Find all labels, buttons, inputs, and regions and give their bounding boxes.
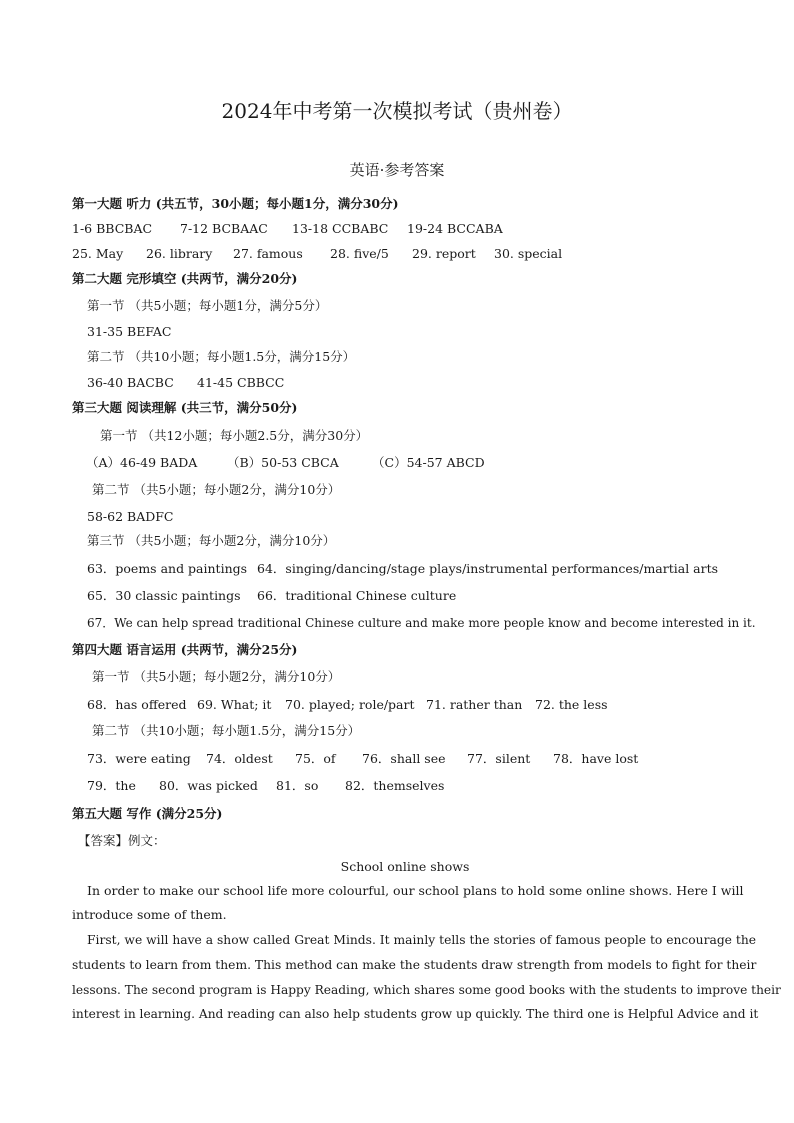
part4-answer: 81．so xyxy=(276,778,319,793)
part3-answer: （B）50-53 CBCA xyxy=(227,455,339,470)
part4-section1-heading: 第一节 （共5小题；每小题2分，满分10分） xyxy=(92,669,341,684)
part4-answer: 77．silent xyxy=(467,751,531,766)
part1-answer: 1-6 BBCBAC xyxy=(72,221,153,236)
part4-heading: 第四大题 语言运用 (共两节，满分25分) xyxy=(72,642,298,657)
part3-answer: 58-62 BADFC xyxy=(87,509,174,524)
page-title: 2024年中考第一次模拟考试（贵州卷） xyxy=(221,99,573,123)
part2-answer: 31-35 BEFAC xyxy=(87,324,172,339)
part1-answer: 28. five/5 xyxy=(330,246,389,261)
part3-answer: （A）46-49 BADA xyxy=(86,455,198,470)
part3-heading: 第三大题 阅读理解 (共三节，满分50分) xyxy=(72,400,298,415)
part3-answer: 64．singing/dancing/stage plays/instrumental performances/martial arts xyxy=(257,561,719,576)
part4-answer: 69. What; it xyxy=(197,697,272,712)
part4-answer: 72. the less xyxy=(535,697,608,712)
essay-line: interest in learning. And reading can also help students grow up quickly. The third one is Helpful Advice and it xyxy=(72,1007,759,1021)
part4-answer: 70. played; role/part xyxy=(285,697,415,712)
part4-answer: 74．oldest xyxy=(206,751,273,766)
part3-answer: 65．30 classic paintings xyxy=(87,588,241,603)
part3-section3-heading: 第三节 （共5小题；每小题2分，满分10分） xyxy=(87,533,336,548)
part4-answer: 73．were eating xyxy=(87,751,191,766)
part1-answer: 19-24 BCCABA xyxy=(407,221,503,236)
part3-section1-heading: 第一节 （共12小题；每小题2.5分，满分30分） xyxy=(100,428,369,443)
essay-line: students to learn from them. This method can make the students draw strength from models to fight for their xyxy=(72,958,757,972)
part2-answer: 41-45 CBBCC xyxy=(197,375,285,390)
part4-section2-heading: 第二节 （共10小题；每小题1.5分，满分15分） xyxy=(92,723,361,738)
part5-heading: 第五大题 写作 (满分25分) xyxy=(72,806,223,821)
part3-answer: （C）54-57 ABCD xyxy=(372,455,485,470)
essay-title: School online shows xyxy=(340,859,470,874)
part1-answer: 25. May xyxy=(72,246,124,261)
part3-answer: 66．traditional Chinese culture xyxy=(257,588,457,603)
part1-answer: 30. special xyxy=(494,246,563,261)
essay-line: First, we will have a show called Great Minds. It mainly tells the stories of famous people to encourage the xyxy=(87,933,757,947)
part3-section2-heading: 第二节 （共5小题；每小题2分，满分10分） xyxy=(92,482,341,497)
essay-line: introduce some of them. xyxy=(72,907,227,922)
part4-answer: 76．shall see xyxy=(362,751,446,766)
part1-heading: 第一大题 听力 (共五节，30小题；每小题1分，满分30分) xyxy=(72,196,399,211)
part1-answer: 27. famous xyxy=(233,246,303,261)
part3-answer: 67．We can help spread traditional Chinese culture and make more people know and become interested in it. xyxy=(87,616,756,630)
part2-section2-heading: 第二节 （共10小题；每小题1.5分，满分15分） xyxy=(87,349,356,364)
part4-answer: 78．have lost xyxy=(553,751,639,766)
part1-answer: 29. report xyxy=(412,246,476,261)
essay-line: In order to make our school life more colourful, our school plans to hold some online shows. Here I will xyxy=(87,883,744,898)
part3-answer: 63．poems and paintings xyxy=(87,561,248,576)
part4-answer: 68．has offered xyxy=(87,697,187,712)
essay-line: lessons. The second program is Happy Reading, which shares some good books with the students to improve their xyxy=(72,983,781,997)
part4-answer: 80．was picked xyxy=(159,778,258,793)
part2-heading: 第二大题 完形填空 (共两节，满分20分) xyxy=(72,271,298,286)
answer-label: 【答案】例文： xyxy=(78,833,166,848)
part1-answer: 7-12 BCBAAC xyxy=(180,221,268,236)
page-subtitle: 英语·参考答案 xyxy=(349,161,445,179)
part2-section1-heading: 第一节 （共5小题；每小题1分，满分5分） xyxy=(87,298,328,313)
part2-answer: 36-40 BACBC xyxy=(87,375,174,390)
part4-answer: 82．themselves xyxy=(345,778,445,793)
part4-answer: 71. rather than xyxy=(426,697,523,712)
part1-answer: 13-18 CCBABC xyxy=(292,221,389,236)
part1-answer: 26. library xyxy=(146,246,213,261)
part4-answer: 79．the xyxy=(87,778,136,793)
part4-answer: 75．of xyxy=(295,751,336,766)
